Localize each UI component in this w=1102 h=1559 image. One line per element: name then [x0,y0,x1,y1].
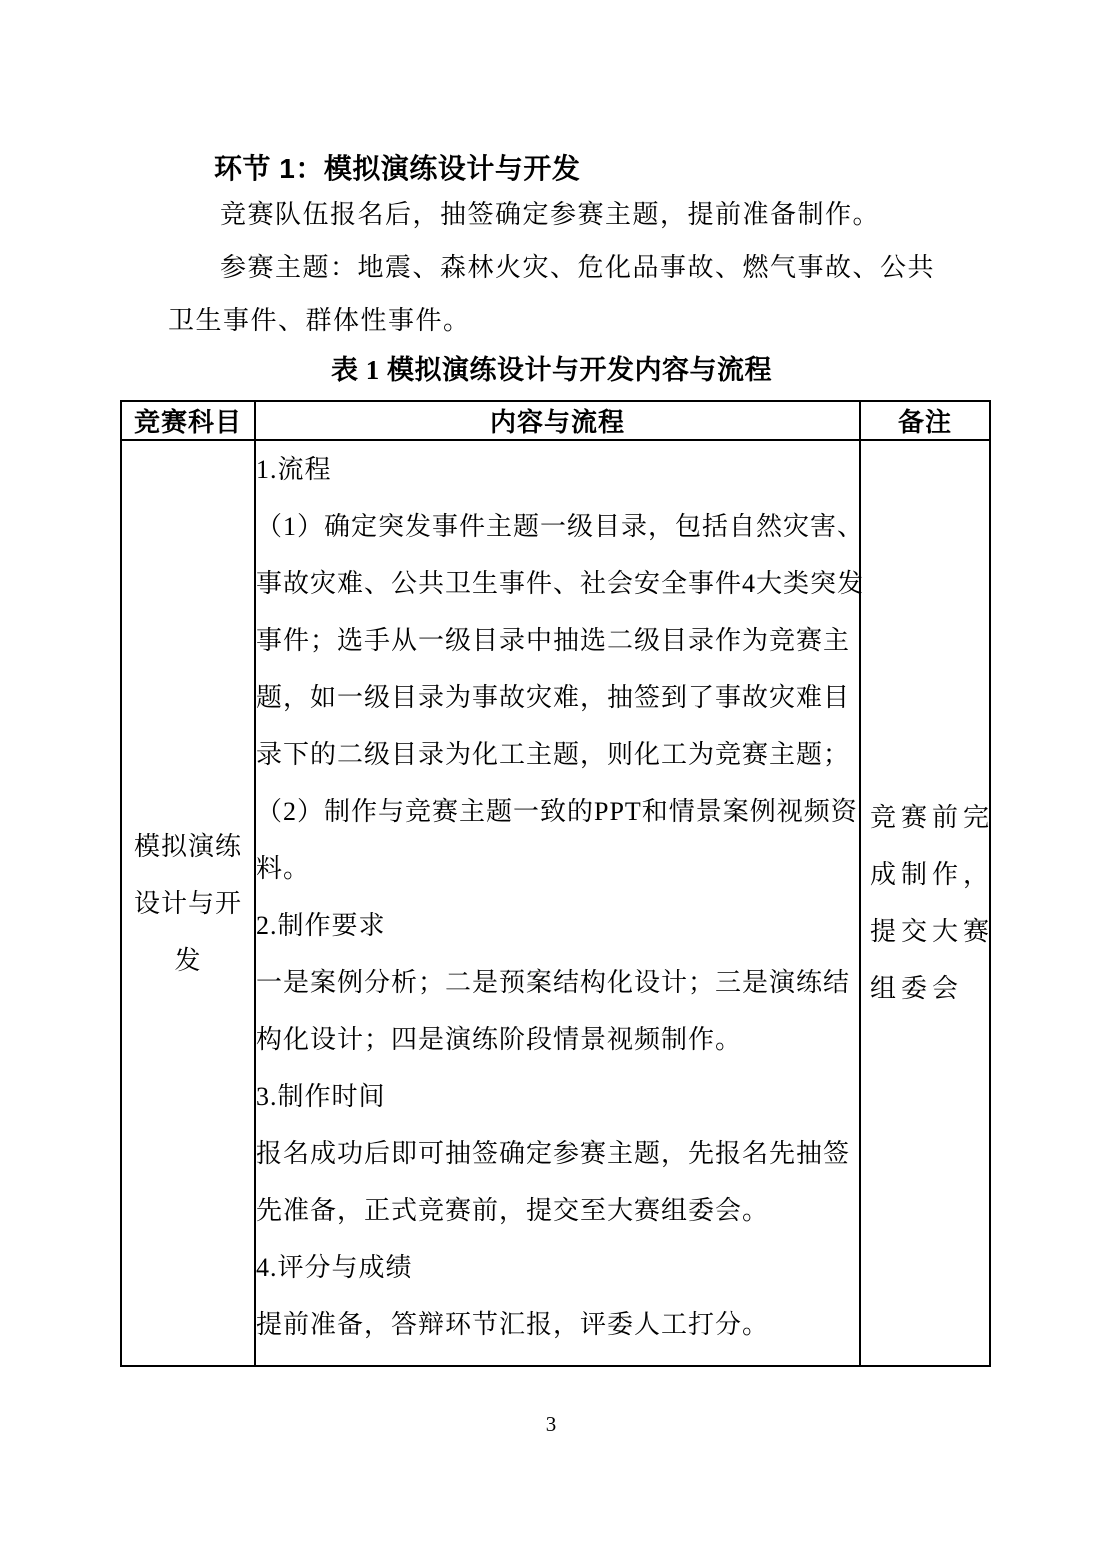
content-line: 事故灾难、公共卫生事件、社会安全事件4大类突发 [256,569,865,598]
subject-lines [122,818,254,989]
page-number: 3 [545,1412,557,1436]
remark-line: 组委会 [870,974,964,1003]
content-line: （2）制作与竞赛主题一致的PPT和情景案例视频资 [256,797,858,826]
content-cell [255,440,865,1366]
content-line: （1）确定突发事件主题一级目录，包括自然灾害、 [256,512,865,541]
col-header-content: 内容与流程 [255,401,860,440]
table-header-row [121,401,990,440]
content-line: 事件；选手从一级目录中抽选二级目录作为竞赛主 [256,626,851,655]
content-line: 构化设计；四是演练阶段情景视频制作。 [256,1025,743,1054]
subject-line: 模拟演练 [133,831,242,861]
section-heading: 环节 1：模拟演练设计与开发 [214,153,581,184]
content-line: 报名成功后即可抽签确定参赛主题，先报名先抽签 [256,1139,851,1168]
intro-paragraphs [168,188,935,347]
subject-line: 发 [174,945,202,975]
col-header-remark: 备注 [860,401,990,440]
table-header [121,401,990,440]
content-lines [256,441,865,1353]
remark-lines [861,789,995,1017]
content-line: 1.流程 [256,455,332,484]
table-body [121,440,995,1366]
content-line: 3.制作时间 [256,1082,386,1111]
content-line: 先准备，正式竞赛前，提交至大赛组委会。 [256,1196,770,1225]
remark-line: 竞赛前完 [870,803,995,832]
content-line: 录下的二级目录为化工主题，则化工为竞赛主题； [256,740,851,769]
content-line: 题，如一级目录为事故灾难，抽签到了事故灾难目 [256,683,851,712]
content-line: 提前准备，答辩环节汇报，评委人工打分。 [256,1310,770,1339]
remark-line: 成制作， [870,860,995,889]
content-table [120,400,995,1367]
subject-cell [121,440,255,1366]
table-row [121,440,990,1366]
paragraph-themes: 参赛主题：地震、森林火灾、危化品事故、燃气事故、公共卫生事件、群体性事件。 [168,253,936,335]
remark-cell [860,440,995,1366]
paragraph-registration: 竞赛队伍报名后，抽签确定参赛主题，提前准备制作。 [220,200,881,229]
content-line: 料。 [256,854,311,883]
remark-line: 提交大赛 [870,917,995,946]
content-line: 4.评分与成绩 [256,1253,413,1282]
subject-line: 设计与开 [133,888,242,918]
table-caption: 表 1 模拟演练设计与开发内容与流程 [331,355,772,385]
content-line: 一是案例分析；二是预案结构化设计；三是演练结 [256,968,851,997]
col-header-subject: 竞赛科目 [121,401,255,440]
content-line: 2.制作要求 [256,911,386,940]
